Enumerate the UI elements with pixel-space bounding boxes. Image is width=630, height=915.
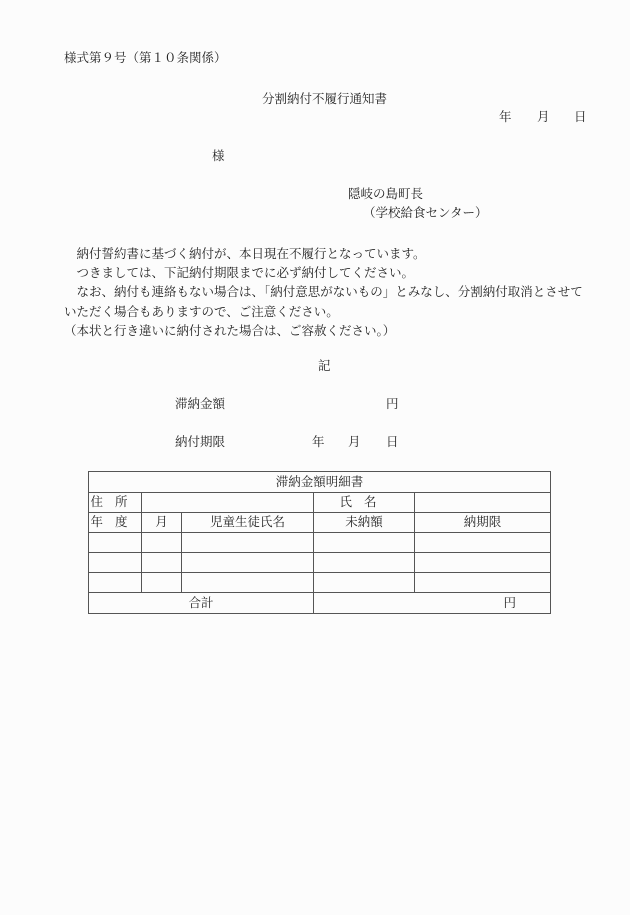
issue-date-day: 日 xyxy=(574,109,587,124)
body-paragraph: つきましては、下記納付期限までに必ず納付してください。 xyxy=(76,265,415,281)
column-header-due-date: 納期限 xyxy=(415,513,551,533)
issuer-department: （学校給食センター） xyxy=(363,205,488,220)
delinquency-detail-table xyxy=(88,471,551,614)
table-row xyxy=(89,553,551,573)
form-number: 様式第９号（第１０条関係） xyxy=(64,50,227,65)
column-header-fiscal-year: 年度 xyxy=(89,513,142,533)
cell-student-name[interactable] xyxy=(182,533,314,553)
issuer-name: 隠岐の島町長 xyxy=(348,186,424,201)
body-paragraph: （本状と行き違いに納付された場合は、ご容赦ください。） xyxy=(64,322,396,338)
cell-student-name[interactable] xyxy=(182,573,314,593)
cell-fiscal-year[interactable] xyxy=(89,573,142,593)
cell-due-date[interactable] xyxy=(415,533,551,553)
deadline-day: 日 xyxy=(386,434,399,449)
issue-date-year: 年 xyxy=(499,109,512,124)
address-label: 住所 xyxy=(89,493,142,513)
payment-deadline-label: 納付期限 xyxy=(175,434,226,449)
table-title: 滞納金額明細書 xyxy=(89,472,551,493)
cell-due-date[interactable] xyxy=(415,553,551,573)
ki-heading: 記 xyxy=(318,358,331,373)
column-header-student-name: 児童生徒氏名 xyxy=(182,513,314,533)
delinquent-amount-label: 滞納金額 xyxy=(175,396,226,411)
cell-unpaid-amount[interactable] xyxy=(314,533,415,553)
document-title: 分割納付不履行通知書 xyxy=(262,91,388,106)
column-header-month: 月 xyxy=(142,513,182,533)
body-paragraph: なお、納付も連絡もない場合は、「納付意思がないもの」とみなし、分割納付取消とさせていただく場合もありますので、ご注意ください。 xyxy=(64,284,583,319)
deadline-month: 月 xyxy=(348,434,361,449)
issue-date xyxy=(499,111,587,124)
addressee-suffix: 様 xyxy=(212,148,225,163)
cell-fiscal-year[interactable] xyxy=(89,533,142,553)
cell-unpaid-amount[interactable] xyxy=(314,553,415,573)
name-label: 氏名 xyxy=(314,493,415,513)
cell-month[interactable] xyxy=(142,553,182,573)
deadline-year: 年 xyxy=(312,434,325,449)
column-header-unpaid-amount: 未納額 xyxy=(314,513,415,533)
name-field[interactable] xyxy=(415,493,551,513)
cell-fiscal-year[interactable] xyxy=(89,553,142,573)
cell-month[interactable] xyxy=(142,573,182,593)
body-paragraph: 納付誓約書に基づく納付が、本日現在不履行となっています。 xyxy=(76,246,426,261)
total-label: 合計 xyxy=(89,593,314,614)
delinquent-amount-unit: 円 xyxy=(386,396,399,411)
cell-unpaid-amount[interactable] xyxy=(314,573,415,593)
address-field[interactable] xyxy=(142,493,314,513)
cell-student-name[interactable] xyxy=(182,553,314,573)
cell-month[interactable] xyxy=(142,533,182,553)
table-row xyxy=(89,573,551,593)
table-row xyxy=(89,533,551,553)
issue-date-month: 月 xyxy=(537,109,550,124)
notice-body xyxy=(64,244,594,340)
total-amount-unit: 円 xyxy=(314,593,551,614)
cell-due-date[interactable] xyxy=(415,573,551,593)
